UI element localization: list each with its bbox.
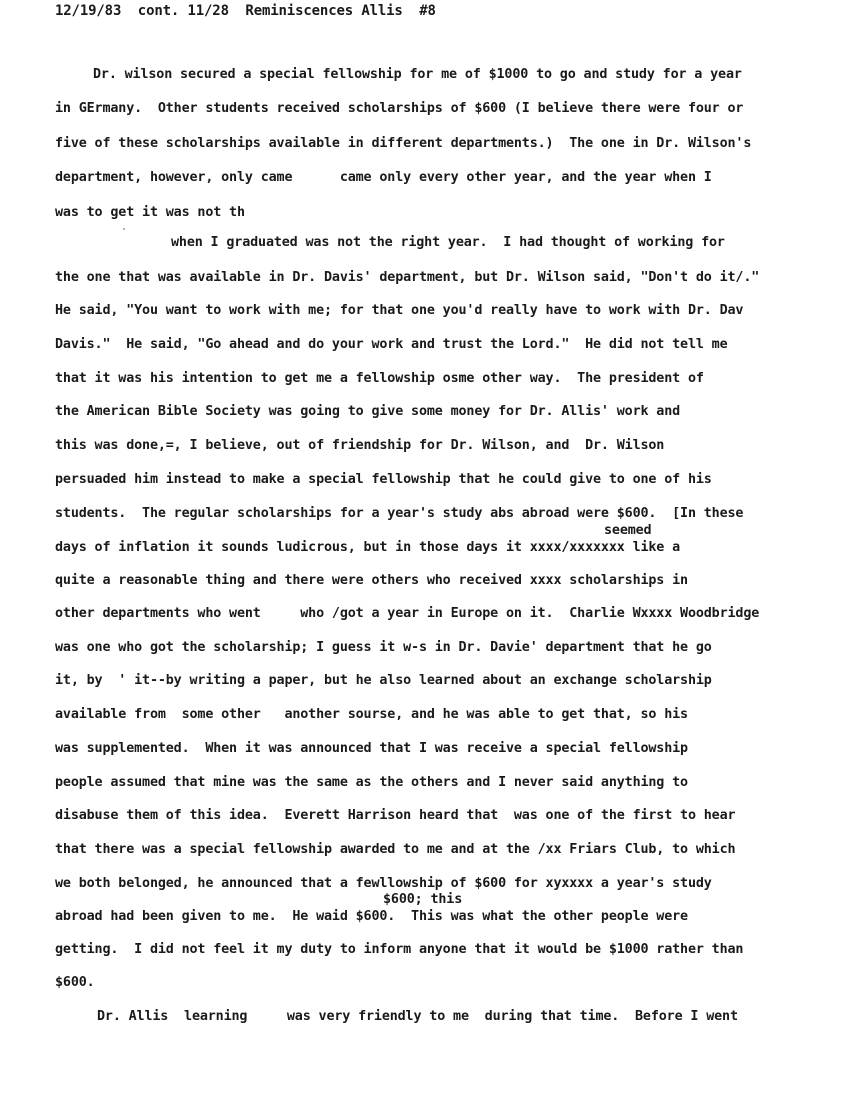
text-line: disabuse them of this idea. Everett Harrison heard that was one of the first to hear [55, 808, 736, 823]
text-line: Davis." He said, "Go ahead and do your work and trust the Lord." He did not tell me [55, 337, 728, 352]
interlinear-seemed: seemed [604, 523, 652, 538]
text-line: persuaded him instead to make a special fellowship that he could give to one of his [55, 472, 712, 487]
text-line: five of these scholarships available in different departments.) The one in Dr. Wilson's [55, 136, 752, 151]
text-line: that there was a special fellowship awarded to me and at the /xx Friars Club, to which [55, 842, 736, 857]
text-line: students. The regular scholarships for a year's study abs abroad were $600. [In these [55, 506, 744, 521]
text-line: was to get it was not th [55, 205, 245, 220]
text-line: in GErmany. Other students received scholarships of $600 (I believe there were four or [55, 101, 744, 116]
interlinear-600-this: $600; this [383, 892, 463, 907]
text-line: that it was his intention to get me a fellowship osme other way. The president of [55, 371, 704, 386]
text-line: this was done,=, I believe, out of friendship for Dr. Wilson, and Dr. Wilson [55, 438, 665, 453]
text-line: available from some other another sourse, and he was able to get that, so his [55, 707, 688, 722]
text-line: Dr. wilson secured a special fellowship for me of $1000 to go and study for a year [93, 67, 742, 82]
text-line: it, by ' it--by writing a paper, but he also learned about an exchange scholarship [55, 673, 712, 688]
text-line: we both belonged, he announced that a fewllowship of $600 for xyxxxx a year's study [55, 876, 712, 891]
text-line: was supplemented. When it was announced that I was receive a special fellowship [55, 741, 688, 756]
text-line: when I graduated was not the right year. I had thought of working for [171, 235, 725, 250]
page-header: 12/19/83 cont. 11/28 Reminiscences Allis #8 [55, 3, 436, 19]
text-line: getting. I did not feel it my duty to inform anyone that it would be $1000 rather than [55, 942, 744, 957]
ink-speck [123, 228, 125, 230]
text-line: He said, "You want to work with me; for that one you'd really have to work with Dr. Dav [55, 303, 744, 318]
text-line: people assumed that mine was the same as the others and I never said anything to [55, 775, 688, 790]
text-line: $600. [55, 975, 95, 990]
text-line: Dr. Allis learning was very friendly to me during that time. Before I went [97, 1009, 738, 1024]
text-line: was one who got the scholarship; I guess it w-s in Dr. Davie' department that he go [55, 640, 712, 655]
text-line: days of inflation it sounds ludicrous, but in those days it xxxx/xxxxxxx like a [55, 540, 681, 555]
text-line: the one that was available in Dr. Davis' department, but Dr. Wilson said, "Don't do it/." [55, 270, 760, 285]
text-line: department, however, only came came only every other year, and the year when I [55, 170, 712, 185]
text-line: quite a reasonable thing and there were others who received xxxx scholarships in [55, 573, 688, 588]
text-line: the American Bible Society was going to give some money for Dr. Allis' work and [55, 404, 681, 419]
text-line: abroad had been given to me. He waid $600. This was what the other people were [55, 909, 688, 924]
text-line: other departments who went who /got a year in Europe on it. Charlie Wxxxx Woodbridge [55, 606, 760, 621]
